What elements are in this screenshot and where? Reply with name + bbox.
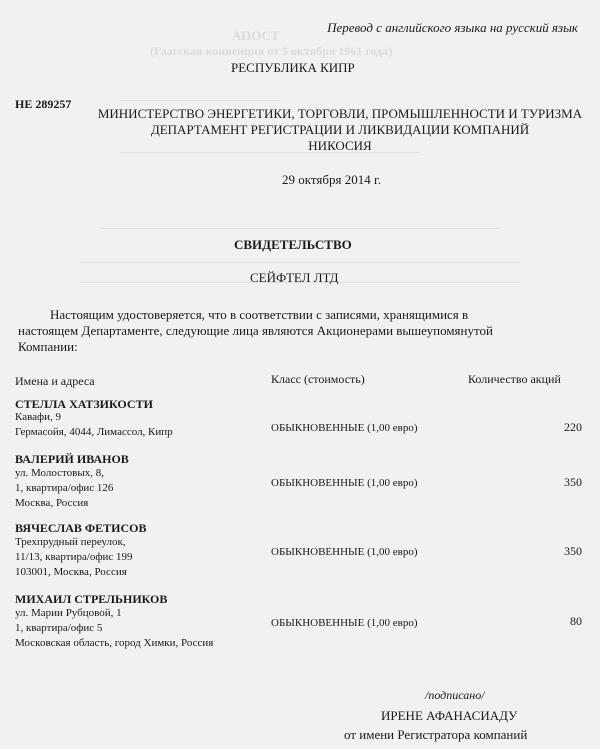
header-class: Класс (стоимость): [271, 372, 365, 386]
bleed-through-subheader: (Гаагская конвенция от 5 октября 1961 года): [150, 44, 393, 58]
registrar-behalf: от имени Регистратора компаний: [344, 727, 528, 742]
share-count: 350: [564, 544, 582, 558]
company-name: СЕЙФТЕЛ ЛТД: [250, 270, 339, 285]
document-title: СВИДЕТЕЛЬСТВО: [234, 237, 352, 252]
bleed-through-header: АПОСТ: [232, 28, 280, 43]
share-count: 220: [564, 420, 582, 434]
city-line: НИКОСИЯ: [308, 138, 372, 153]
bleed-line: [100, 228, 500, 229]
translation-note: Перевод с английского языка на русский язык: [327, 20, 578, 35]
shareholder-name: МИХАИЛ СТРЕЛЬНИКОВ: [15, 592, 168, 606]
share-class: ОБЫКНОВЕННЫЕ (1,00 евро): [271, 477, 418, 489]
issue-date: 29 октября 2014 г.: [282, 172, 382, 187]
registration-number: НЕ 289257: [15, 97, 72, 111]
shareholder-name: ВЯЧЕСЛАВ ФЕТИСОВ: [15, 521, 147, 535]
header-names: Имена и адреса: [15, 374, 95, 388]
shareholder-name: ВАЛЕРИЙ ИВАНОВ: [15, 452, 129, 466]
share-count: 350: [564, 475, 582, 489]
body-text-line: Компании:: [18, 339, 78, 354]
shareholder-address: Трехпрудный переулок, 11/13, квартира/офис 199 103001, Москва, Россия: [15, 536, 133, 578]
share-class: ОБЫКНОВЕННЫЕ (1,00 евро): [271, 546, 418, 558]
signed-mark: /подписано/: [425, 688, 485, 702]
header-shares: Количество акций: [468, 372, 561, 386]
body-text-line: настоящем Департаменте, следующие лица являются Акционерами вышеупомянутой: [18, 323, 493, 338]
department-line: ДЕПАРТАМЕНТ РЕГИСТРАЦИИ И ЛИКВИДАЦИИ КОМПАНИЙ: [150, 122, 530, 137]
bleed-line: [80, 262, 520, 263]
shareholder-name: СТЕЛЛА ХАТЗИКОСТИ: [15, 397, 153, 411]
shareholder-address: ул. Молостовых, 8, 1, квартира/офис 126 Москва, Россия: [15, 467, 114, 509]
registrar-name: ИРЕНЕ АФАНАСИАДУ: [381, 708, 518, 723]
share-count: 80: [570, 614, 582, 628]
body-text-line: Настоящим удостоверяется, что в соответствии с записями, хранящимися в: [50, 307, 469, 322]
ministry-line: МИНИСТЕРСТВО ЭНЕРГЕТИКИ, ТОРГОВЛИ, ПРОМЫШЛЕННОСТИ И ТУРИЗМА: [97, 106, 583, 121]
bleed-line: [120, 100, 280, 101]
shareholder-address: ул. Марии Рубцовой, 1 1, квартира/офис 5 Московская область, город Химки, Россия: [15, 607, 214, 649]
shareholder-address: Кавафи, 9 Гермасойя, 4044, Лимассол, Кипр: [15, 411, 173, 438]
share-class: ОБЫКНОВЕННЫЕ (1,00 евро): [271, 617, 418, 629]
share-class: ОБЫКНОВЕННЫЕ (1,00 евро): [271, 422, 418, 434]
country-header: РЕСПУБЛИКА КИПР: [231, 60, 355, 75]
